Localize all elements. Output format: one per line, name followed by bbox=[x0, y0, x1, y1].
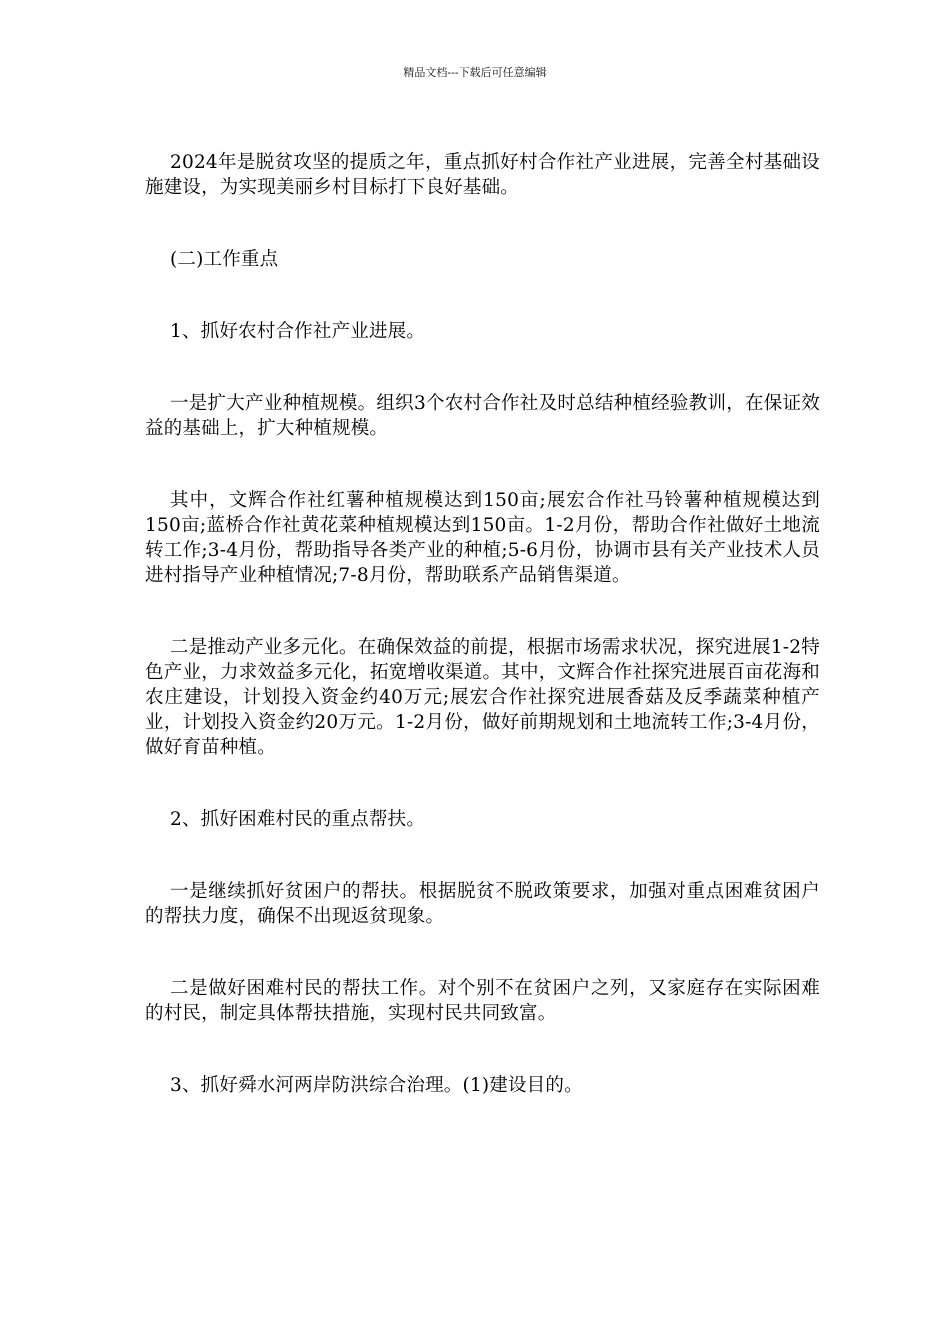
paragraph-expand-scale: 一是扩大产业种植规模。组织3个农村合作社及时总结种植经验教训，在保证效益的基础上，扩大种植规模。 bbox=[145, 393, 820, 439]
item-heading-cooperative: 1、抓好农村合作社产业进展。 bbox=[170, 321, 426, 342]
item-heading-assistance: 2、抓好困难村民的重点帮扶。 bbox=[170, 809, 426, 830]
paragraph-planting-details: 其中，文辉合作社红薯种植规模达到150亩;展宏合作社马铃薯种植规模达到150亩;蓝桥合作社黄花菜种植规模达到150亩。1-2月份，帮助合作社做好土地流转工作;3-4月份，帮助指导各类产业的种植;5-6月份，协调市县有关产业技术人员进村指导产业种植情况;7-8月份，帮助联系产品销售渠道。 bbox=[145, 490, 820, 586]
paragraph-poor-households: 一是继续抓好贫困户的帮扶。根据脱贫不脱政策要求，加强对重点困难贫困户的帮扶力度，确保不出现返贫现象。 bbox=[145, 881, 820, 927]
paragraph-intro: 2024年是脱贫攻坚的提质之年，重点抓好村合作社产业进展，完善全村基础设施建设，为实现美丽乡村目标打下良好基础。 bbox=[145, 152, 820, 198]
document-body bbox=[145, 150, 820, 1098]
page-header: 精品文档---下载后可任意编辑 bbox=[403, 66, 547, 79]
paragraph-difficult-villagers: 二是做好困难村民的帮扶工作。对个别不在贫困户之列，又家庭存在实际困难的村民，制定具体帮扶措施，实现村民共同致富。 bbox=[145, 978, 820, 1024]
section-heading-work-focus: (二)工作重点 bbox=[170, 249, 279, 270]
item-heading-flood-control: 3、抓好舜水河两岸防洪综合治理。(1)建设目的。 bbox=[170, 1075, 583, 1096]
paragraph-diversification: 二是推动产业多元化。在确保效益的前提，根据市场需求状况，探究进展1-2特色产业，力求效益多元化，拓宽增收渠道。其中，文辉合作社探究进展百亩花海和农庄建设，计划投入资金约40万元;展宏合作社探究进展香菇及反季蔬菜种植产业，计划投入资金约20万元。1-2月份，做好前期规划和土地流转工作;3-4月份，做好育苗种植。 bbox=[145, 637, 820, 758]
